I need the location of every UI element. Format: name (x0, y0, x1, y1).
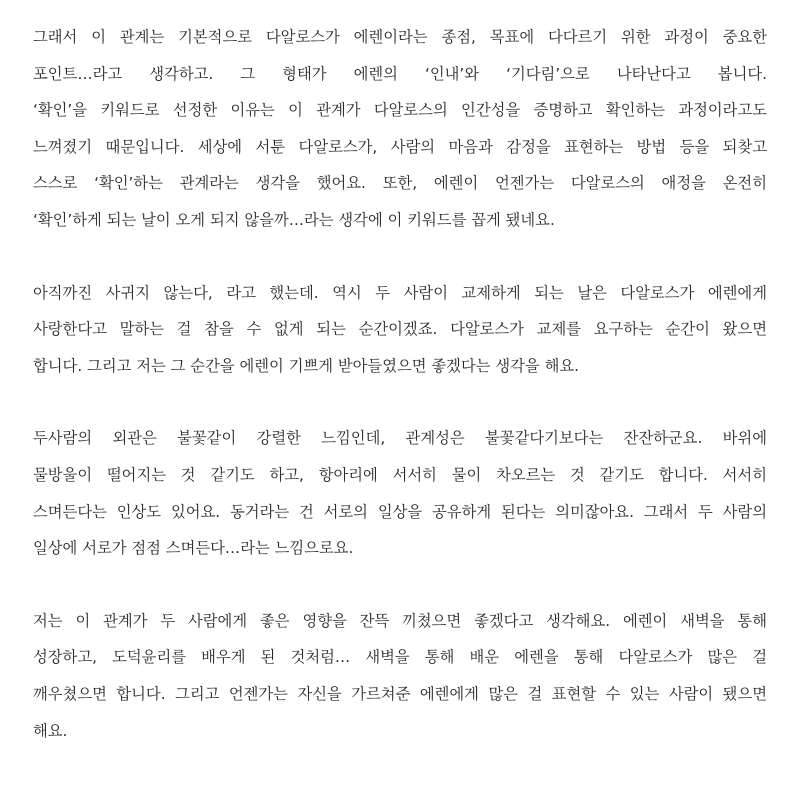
paragraph-4 (33, 603, 767, 749)
text-line: 아직까진 사귀지 않는다, 라고 했는데. 역시 두 사람이 교제하게 되는 날은 다알로스가 에렌에게 (33, 283, 767, 302)
paragraph-3 (33, 420, 767, 566)
text-line: 해요. (33, 721, 68, 740)
text-line: 포인트…라고 생각하고. 그 형태가 에렌의 ‘인내’와 ‘기다림’으로 나타난다고 봅니다. (33, 64, 767, 83)
text-line: 스스로 ‘확인’하는 관계라는 생각을 했어요. 또한, 에렌이 언젠가는 다알로스의 애정을 온전히 (33, 174, 767, 193)
text-line: 두사람의 외관은 불꽃같이 강렬한 느낌인데, 관계성은 불꽃같다기보다는 잔잔하군요. 바위에 (33, 429, 767, 448)
text-line: 합니다. 그리고 저는 그 순간을 에렌이 기쁘게 받아들였으면 좋겠다는 생각을 해요. (33, 356, 579, 375)
text-line: 성장하고, 도덕윤리를 배우게 된 것처럼… 새벽을 통해 배운 에렌을 통해 다알로스가 많은 걸 (33, 648, 767, 667)
text-line: 저는 이 관계가 두 사람에게 좋은 영향을 잔뜩 끼쳤으면 좋겠다고 생각해요. 에렌이 새벽을 통해 (33, 611, 767, 630)
text-line: ‘확인’을 키워드로 선정한 이유는 이 관계가 다알로스의 인간성을 증명하고 확인하는 과정이라고도 (33, 101, 767, 120)
text-line: 일상에 서로가 점점 스며든다…라는 느낌으로요. (33, 539, 354, 558)
text-line: 그래서 이 관계는 기본적으로 다알로스가 에렌이라는 종점, 목표에 다다르기 위한 과정이 중요한 (33, 28, 767, 46)
text-line: ‘확인’하게 되는 날이 오게 되지 않을까…라는 생각에 이 키워드를 꼽게 됐네요. (33, 210, 555, 229)
text-line: 사랑한다고 말하는 걸 참을 수 없게 되는 순간이겠죠. 다알로스가 교제를 요구하는 순간이 왔으면 (33, 320, 767, 339)
text-line: 깨우쳤으면 합니다. 그리고 언젠가는 자신을 가르쳐준 에렌에게 많은 걸 표현할 수 있는 사람이 됐으면 (33, 684, 767, 703)
text-line: 스며든다는 인상도 있어요. 동거라는 건 서로의 일상을 공유하게 된다는 의미잖아요. 그래서 두 사람의 (33, 502, 767, 521)
paragraph-2 (33, 275, 767, 385)
paragraph-1 (33, 19, 767, 239)
text-line: 느껴졌기 때문입니다. 세상에 서툰 다알로스가, 사람의 마음과 감정을 표현하는 방법 등을 되찾고 (33, 137, 767, 156)
text-line: 물방울이 떨어지는 것 같기도 하고, 항아리에 서서히 물이 차오르는 것 같기도 합니다. 서서히 (33, 465, 767, 484)
